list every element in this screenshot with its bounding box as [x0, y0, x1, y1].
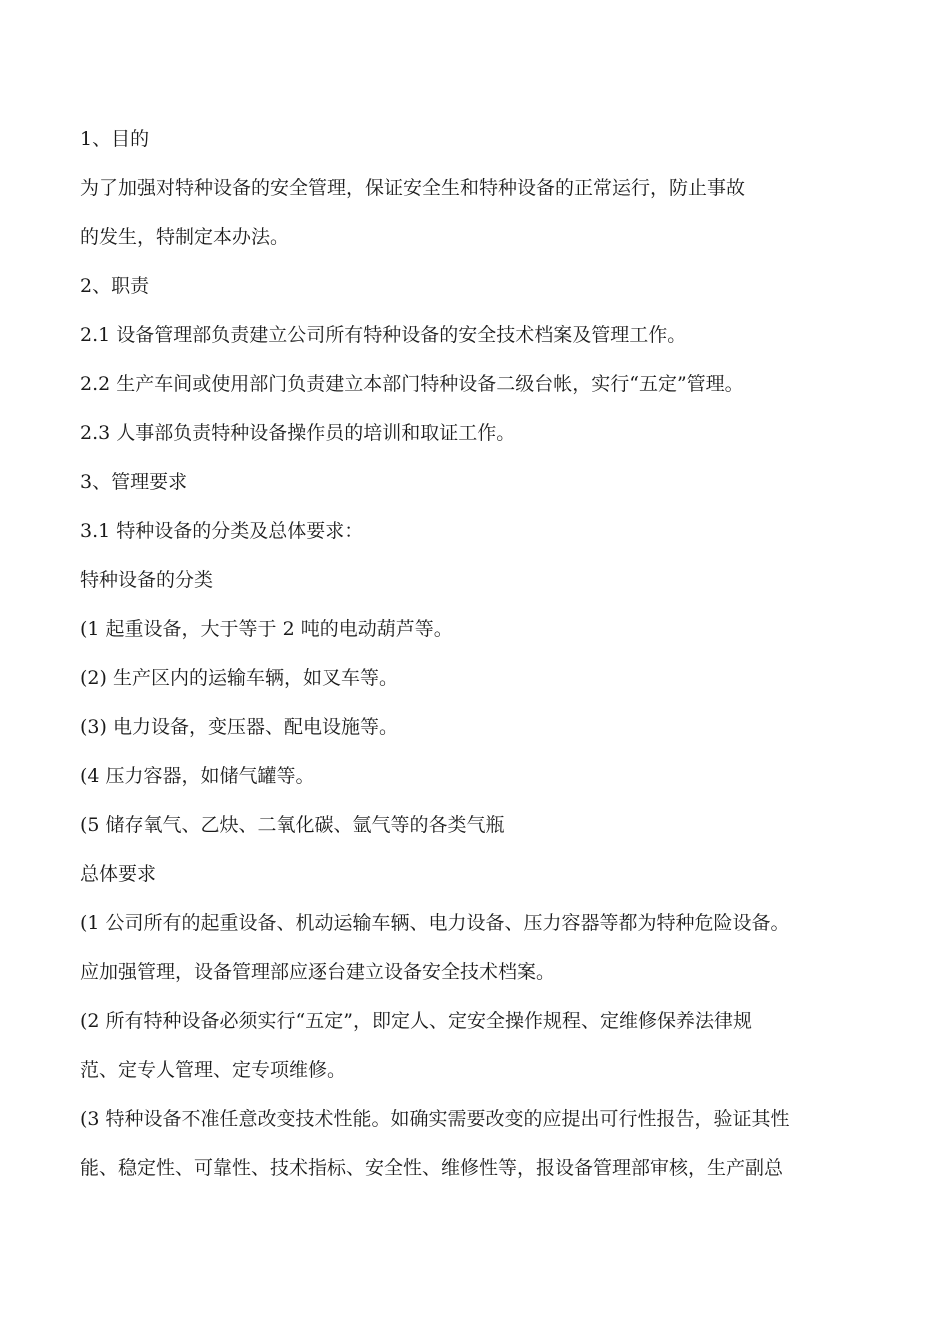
- requirement-1-line-1: (1 公司所有的起重设备、机动运输车辆、电力设备、压力容器等都为特种危险设备。: [80, 912, 790, 934]
- clause-2-3: 2.3 人事部负责特种设备操作员的培训和取证工作。: [80, 422, 516, 444]
- clause-2-1: 2.1 设备管理部负责建立公司所有特种设备的安全技术档案及管理工作。: [80, 324, 687, 346]
- general-requirements-subheading: 总体要求: [80, 863, 157, 885]
- clause-2-2: 2.2 生产车间或使用部门负责建立本部门特种设备二级台帐，实行“五定”管理。: [80, 373, 744, 395]
- requirement-2-line-1: (2 所有特种设备必须实行“五定”，即定人、定安全操作规程、定维修保养法律规: [80, 1010, 752, 1032]
- section-1-heading: 1、目的: [80, 128, 150, 150]
- purpose-paragraph-line-2: 的发生，特制定本办法。: [80, 226, 290, 248]
- classification-item-4: (4 压力容器，如储气罐等。: [80, 765, 315, 787]
- classification-item-1: (1 起重设备，大于等于 2 吨的电动葫芦等。: [80, 618, 453, 640]
- classification-subheading: 特种设备的分类: [80, 569, 214, 591]
- requirement-3-line-2: 能、稳定性、可靠性、技术指标、安全性、维修性等，报设备管理部审核，生产副总: [80, 1157, 784, 1179]
- section-2-heading: 2、职责: [80, 275, 150, 297]
- purpose-paragraph-line-1: 为了加强对特种设备的安全管理，保证安全生和特种设备的正常运行，防止事故: [80, 177, 746, 199]
- classification-item-2: (2) 生产区内的运输车辆，如叉车等。: [80, 667, 398, 689]
- section-3-heading: 3、管理要求: [80, 471, 188, 493]
- requirement-1-line-2: 应加强管理，设备管理部应逐台建立设备安全技术档案。: [80, 961, 556, 983]
- requirement-2-line-2: 范、定专人管理、定专项维修。: [80, 1059, 347, 1081]
- classification-item-3: (3) 电力设备，变压器、配电设施等。: [80, 716, 398, 738]
- clause-3-1: 3.1 特种设备的分类及总体要求：: [80, 520, 364, 542]
- classification-item-5: (5 储存氧气、乙炔、二氧化碳、氩气等的各类气瓶: [80, 814, 505, 836]
- requirement-3-line-1: (3 特种设备不准任意改变技术性能。如确实需要改变的应提出可行性报告，验证其性: [80, 1108, 790, 1130]
